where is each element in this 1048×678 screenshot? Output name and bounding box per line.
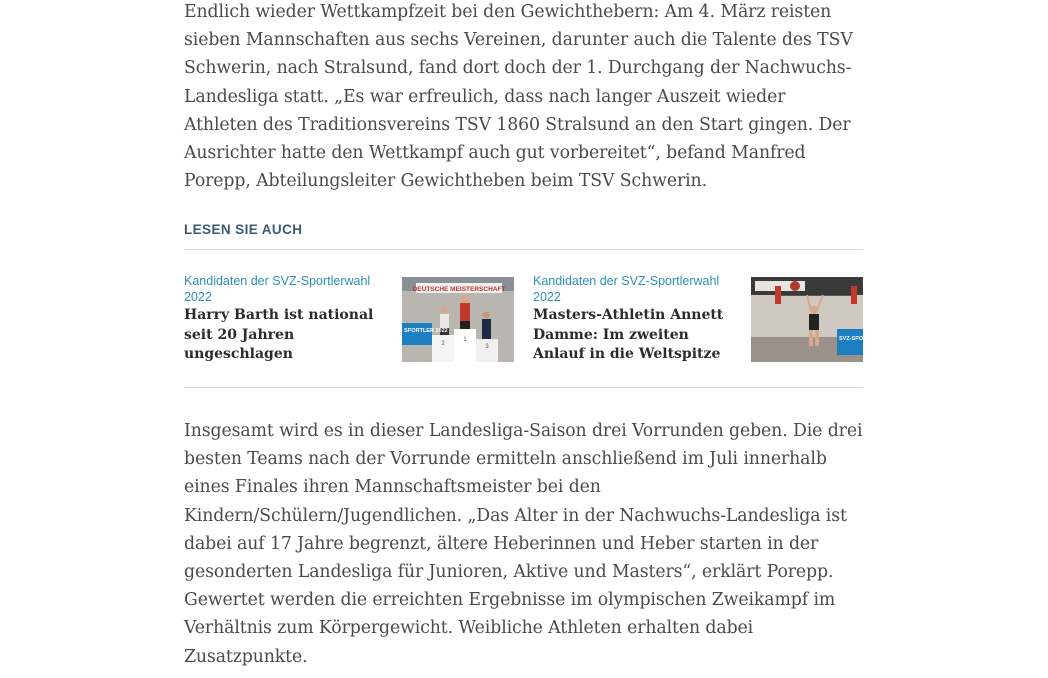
svg-text:1: 1 <box>463 337 467 343</box>
related-articles-box <box>184 219 900 388</box>
teaser-headline[interactable]: Harry Barth ist national seit 20 Jahren ungeschlagen <box>184 307 374 362</box>
article-paragraph: Insgesamt wird es in dieser Landesliga-Saison drei Vorrunden geben. Die drei besten Teams nach der Vorrunde ermitteln anschließend im Juli innerhalb eines Finales ihren Mannschaftsmeister bei den Kindern/Schülern/Jugendlichen. „Das Alter in der Nachwuchs-Landesliga ist dabei auf 17 Jahre begrenzt, ältere Heberinnen und Heber starten in der gesonderten Landesliga für Junioren, Aktive und Masters“, erklärt Porepp. Gewertet werden die erreichten Ergebnisse im olympischen Zweikampf im Verhältnis zum Körpergewicht. Weibliche Athleten erhalten dabei Zusatzpunkte. <box>184 421 863 667</box>
thumb-badge-text: SVZ-SPORTLER WAHL <box>839 336 900 342</box>
teaser-kicker[interactable]: Kandidaten der SVZ-Sportlerwahl 2022 <box>533 274 720 304</box>
teaser-kicker[interactable]: Kandidaten der SVZ-Sportlerwahl 2022 <box>184 274 371 304</box>
divider <box>184 387 863 388</box>
teaser-headline[interactable]: Masters-Athletin Annett Damme: Im zweiten Anlauf in die Weltspitze <box>533 307 724 362</box>
thumb-badge-text: SPORTLER 2022 <box>404 328 448 334</box>
thumb-banner-text: DEUTSCHE MEISTERSCHAFT <box>412 286 506 293</box>
teaser-thumbnail[interactable] <box>751 277 900 362</box>
article-paragraph: Endlich wieder Wettkampfzeit bei den Gewichthebern: Am 4. März reisten sieben Mannschaften aus sechs Vereinen, darunter auch die Talente des TSV Schwerin, nach Stralsund, fand dort doch der 1. Durchgang der Nachwuchs-Landesliga statt. „Es war erfreulich, dass nach langer Auszeit wieder Athleten des Traditionsvereins TSV 1860 Stralsund an den Start gingen. Der Ausrichter hatte den Wettkampf auch gut vorbereitet“, befand Manfred Porepp, Abteilungsleiter Gewichtheben beim TSV Schwerin. <box>184 2 853 192</box>
related-teasers <box>184 250 900 387</box>
svg-text:3: 3 <box>485 344 489 350</box>
related-teaser[interactable] <box>533 250 900 387</box>
teaser-thumbnail[interactable] <box>402 277 514 362</box>
related-heading: LESEN SIE AUCH <box>184 222 303 237</box>
related-teaser[interactable] <box>184 250 514 387</box>
svg-text:2: 2 <box>441 341 445 347</box>
